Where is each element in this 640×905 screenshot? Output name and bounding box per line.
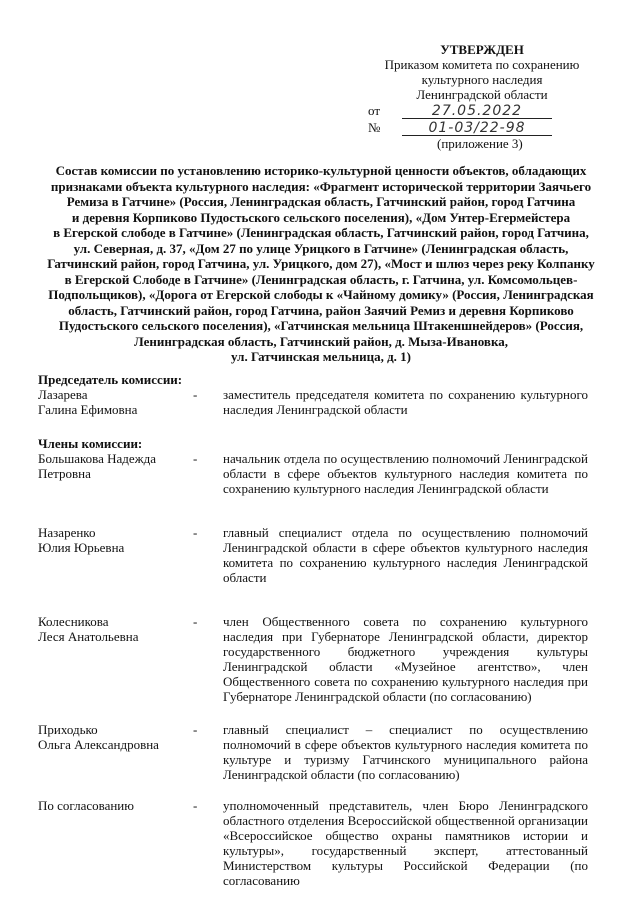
approval-number-line [362, 120, 602, 136]
approval-heading: УТВЕРЖДЕН [440, 42, 524, 57]
title-line: Ленинградская область, Гатчинский район, д. Мыза-Ивановка, [134, 333, 508, 349]
title-line: область, Гатчинский район, город Гатчина, район Заячий Ремиз и деревня Корпиково [68, 302, 574, 318]
member-name-line: Петровна [38, 466, 91, 481]
title-line: Подпольщиков), «Дорога от Егерской слободы к «Чайному домику» (Россия, Ленинградская [48, 287, 594, 302]
dash-separator: - [193, 387, 198, 402]
chair-heading: Председатель комиссии: [38, 372, 183, 387]
member-name-line: Ольга Александровна [38, 737, 159, 752]
title-line: Ремиза в Гатчине» (Россия, Ленинградская область, Гатчинский район, город Гатчина [66, 194, 576, 209]
member-name [38, 614, 193, 704]
dash-separator: - [193, 798, 198, 813]
member-name-line: Юлия Юрьевна [38, 540, 125, 555]
member-name-line: Леся Анатольевна [38, 629, 139, 644]
member-name [38, 798, 193, 888]
title-line: ул. Северная, д. 37, «Дом 27 по улице Урицкого в Гатчине» (Ленинградская область, [73, 240, 569, 256]
member-name [38, 525, 193, 585]
member-row [38, 525, 588, 585]
member-description: заместитель председателя комитета по сохранению культурного наследия Ленинградской области [223, 387, 588, 417]
title-line: и деревня Корпиково Пудостьского сельского поселения), «Дом Унтер-Егермейстера [71, 209, 571, 225]
title-line: в Егерской слободе в Гатчине» (Ленинградская область, Гатчинский район, город Гатчина, [53, 225, 589, 240]
title-line: признаками объекта культурного наследия: «Фрагмент исторической территории Заячьего [50, 178, 592, 194]
number-label: № [368, 120, 381, 135]
title-line: ул. Гатчинская мельница, д. 1) [231, 349, 411, 364]
title-line: Пудостьского сельского поселения), «Гатчинская мельница Штакеншнейдеров» (Россия, [58, 318, 584, 333]
approval-line: культурного наследия [421, 72, 543, 87]
appendix-note: (приложение 3) [437, 136, 523, 151]
commission-list [38, 373, 588, 888]
member-name [38, 387, 193, 417]
approval-line: Приказом комитета по сохранению [384, 57, 580, 72]
member-row [38, 451, 588, 496]
title-line: в Егерской Слободе в Гатчине» (Ленинградская область, г. Гатчина, ул. Комсомольцев- [64, 271, 578, 287]
member-name-line: Приходько [38, 722, 98, 737]
approval-date-line [362, 103, 602, 119]
handwritten-date: 27.05.2022 [402, 104, 552, 119]
member-name [38, 451, 193, 496]
member-row [38, 614, 588, 704]
member-name-line: Большакова Надежда [38, 451, 157, 466]
member-description: главный специалист отдела по осуществлению полномочий Ленинградской области в сфере объектов культурного наследия комитета по сохранению культурного наследия Ленинградской области [223, 525, 588, 585]
title-line: Состав комиссии по установлению историко-культурной ценности объектов, обладающих [55, 163, 587, 178]
dash-separator: - [193, 525, 198, 540]
dash-separator: - [193, 451, 198, 466]
member-description: главный специалист – специалист по осуществлению полномочий в сфере объектов культурного наследия комитета по культуре и туризму Гатчинского муниципального района Ленинградской области (по согласованию) [223, 722, 588, 782]
dash-separator: - [193, 614, 198, 629]
member-name-line: Лазарева [38, 387, 88, 402]
title-line: Гатчинский район, город Гатчина, ул. Урицкого, дом 27), «Мост и шлюз через реку Колпанку [47, 256, 595, 271]
member-row-chair [38, 387, 588, 417]
document-title [26, 163, 616, 365]
member-name-line: Колесникова [38, 614, 109, 629]
member-name-line: Галина Ефимовна [38, 402, 138, 417]
dash-separator: - [193, 722, 198, 737]
approval-line: Ленинградской области [416, 87, 548, 102]
member-row [38, 798, 588, 888]
member-description: член Общественного совета по сохранению культурного наследия при Губернаторе Ленинградской области, директор государственного бюджетного учреждения культуры Ленинградской области «Музейное агентство», член Общественного совета по сохранению культурного наследия при Губернаторе Ленинградской области (по согласованию) [223, 614, 588, 704]
date-label: от [368, 103, 381, 118]
approval-block [362, 42, 602, 151]
members-heading: Члены комиссии: [38, 436, 143, 451]
handwritten-number: 01-03/22-98 [402, 121, 552, 136]
member-row [38, 722, 588, 782]
member-description: уполномоченный представитель, член Бюро Ленинградского областного отделения Всероссийской общественной организации «Всероссийское общество охраны памятников истории и культуры», государственный эксперт, аттестованный Министерством культуры Российской Федерации (по согласованию [223, 798, 588, 888]
member-name-line: По согласованию [38, 798, 134, 813]
member-name [38, 722, 193, 782]
member-description: начальник отдела по осуществлению полномочий Ленинградской области в сфере объектов культурного наследия комитета по сохранению культурного наследия Ленинградской области [223, 451, 588, 496]
member-name-line: Назаренко [38, 525, 96, 540]
